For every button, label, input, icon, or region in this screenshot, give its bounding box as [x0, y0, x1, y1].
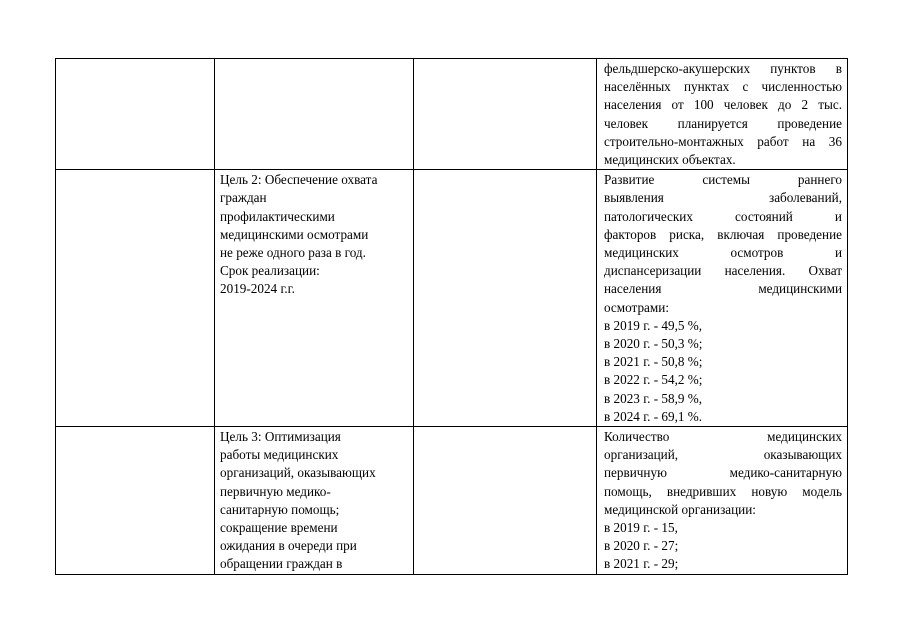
indicator-line: в 2019 г. - 49,5 %,	[604, 317, 703, 333]
goals-table	[55, 58, 848, 575]
goal-line: Срок реализации:	[220, 263, 320, 279]
goal-line: организаций, оказывающих	[220, 465, 376, 481]
indicator-line: в 2020 г. - 27;	[604, 538, 679, 554]
indicator-line: населения от 100 человек до 2 тыс.	[604, 97, 842, 113]
empty-cell	[414, 170, 597, 427]
goal-line: работы медицинских	[220, 447, 339, 463]
table-row	[56, 427, 848, 575]
goal-line: не реже одного раза в год.	[220, 245, 366, 261]
goal-line: Цель 2: Обеспечение охвата	[220, 172, 378, 188]
indicator-line: факторов риска, включая проведение	[604, 226, 842, 242]
goal-cell	[215, 59, 414, 170]
goal-line: медицинскими осмотрами	[220, 226, 369, 242]
indicator-line: в 2021 г. - 29;	[604, 556, 679, 572]
goal-line: Цель 3: Оптимизация	[220, 429, 341, 445]
indicator-line: помощь, внедривших новую модель	[604, 483, 842, 499]
indicator-line: в 2020 г. - 50,3 %;	[604, 336, 703, 352]
indicator-line: диспансеризации населения. Охват	[604, 263, 842, 279]
indicator-line: патологических состояний и	[604, 208, 842, 224]
indicator-line: в 2023 г. - 58,9 %,	[604, 390, 703, 406]
indicator-line: в 2021 г. - 50,8 %;	[604, 354, 703, 370]
indicator-line: первичную медико-санитарную	[604, 465, 842, 481]
empty-cell	[56, 427, 215, 575]
indicator-cell	[597, 427, 848, 575]
goal-cell	[215, 170, 414, 427]
indicator-line: Развитие системы раннего	[604, 172, 842, 188]
empty-cell	[56, 170, 215, 427]
indicator-line: организаций, оказывающих	[604, 447, 842, 463]
goal-line: 2019-2024 г.г.	[220, 281, 295, 297]
indicator-line: человек планируется проведение	[604, 115, 842, 131]
table-row	[56, 170, 848, 427]
indicator-line: в 2019 г. - 15,	[604, 520, 678, 536]
indicator-line: выявления заболеваний,	[604, 190, 842, 206]
indicator-line: в 2024 г. - 69,1 %.	[604, 408, 703, 424]
goal-line: граждан	[220, 190, 267, 206]
empty-cell	[56, 59, 215, 170]
goal-line: обращении граждан в	[220, 556, 343, 572]
indicator-cell	[597, 59, 848, 170]
indicator-line: Количество медицинских	[604, 429, 842, 445]
indicator-line: фельдшерско-акушерских пунктов в	[604, 61, 842, 76]
indicator-cell	[597, 170, 848, 427]
indicator-line: медицинской организации:	[604, 501, 756, 517]
empty-cell	[414, 59, 597, 170]
indicator-line: строительно-монтажных работ на 36	[604, 133, 842, 149]
table-row	[56, 59, 848, 170]
indicator-line: населённых пунктах с численностью	[604, 79, 842, 95]
goal-line: профилактическими	[220, 208, 335, 224]
indicator-line: медицинских осмотров и	[604, 245, 842, 261]
indicator-line: в 2022 г. - 54,2 %;	[604, 372, 703, 388]
empty-cell	[414, 427, 597, 575]
goal-line: сокращение времени	[220, 520, 338, 536]
indicator-line: осмотрами:	[604, 299, 669, 315]
goal-cell	[215, 427, 414, 575]
goal-line: санитарную помощь;	[220, 501, 340, 517]
goal-line: ожидания в очереди при	[220, 538, 357, 554]
goal-line: первичную медико-	[220, 483, 331, 499]
indicator-line: медицинских объектах.	[604, 152, 736, 168]
indicator-line: населения медицинскими	[604, 281, 842, 297]
